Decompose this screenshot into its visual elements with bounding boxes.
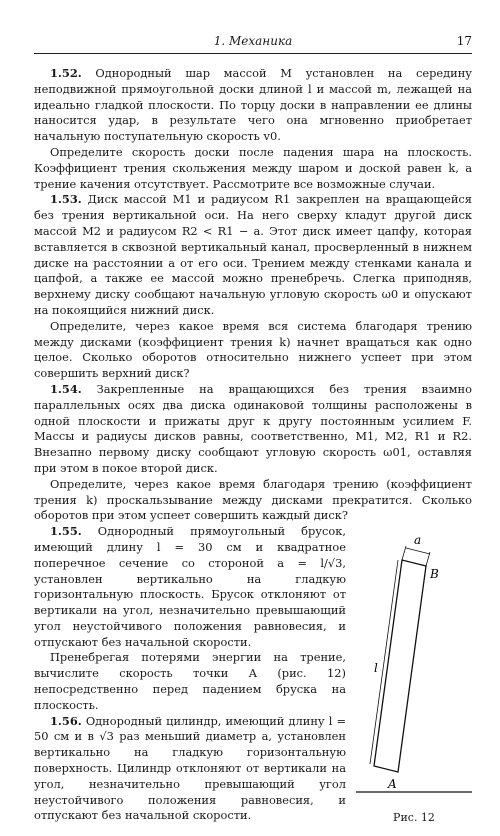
problem-paragraph [34,192,472,318]
running-header [34,34,472,52]
problem-paragraph [34,145,472,192]
label-l: l [374,661,378,676]
problem-text: Однородный шар массой M установлен на середину неподвижной прямоугольной доски длиной l и массой m, лежащей на идеально гладкой плоскости. По торцу доски в направлении ее длины наносится удар, в результате чего она мгновенно приобретает начальную поступательную скорость v0. [34,66,472,144]
figure-caption: Рис. 12 [393,811,435,825]
problem-paragraph [34,319,472,382]
problem-text: Определите скорость доски после падения шара на плоскость. Коэффициент трения скольжения между шаром и доской равен k, а трение качения отсутствует. Рассмотрите все возможные случаи. [34,144,472,191]
label-B: B [430,567,439,582]
problem-text: Диск массой M1 и радиусом R1 закреплен на вращающейся без трения вертикальной оси. На него сверху кладут другой диск массой M2 и радиусом R2 < R1 − a. Этот диск имеет цапфу, которая вставляется в сквозной вертикальный канал, просверленный в нижнем диске на расстоянии a от его оси. Трением между стенками канала и цапфой, а также ее массой можно пренебречь. Слегка приподняв, верхнему диску сообщают начальную угловую скорость ω0 и опускают на покоящийся нижний диск. [34,192,472,317]
problem-text: Однородный цилиндр, имеющий длину l = 50 см и в √3 раз меньший диаметр a, установлен вертикально на гладкую горизонтальную поверхность. Цилиндр отклоняют от вертикали на угол, незначительно превышающий угол неустойчивого положения равновесия, и отпускают без начальной скорости. [34,713,346,823]
chapter-title: 1. Механика [213,34,293,48]
problem-number: 1.56. [50,713,82,728]
problem-number: 1.53. [50,192,82,207]
label-A: A [388,777,397,792]
header-rule [34,53,472,54]
problem-text: Определите, через какое время вся система благодаря трению между дисками (коэффициент трения k) начнет вращаться как одно целое. Сколько оборотов относительно нижнего успеет при этом совершить верхний диск? [34,318,472,381]
problem-text: Пренебрегая потерями энергии на трение, вычислите скорость точки A (рис. 12) непосредственно перед падением бруска на плоскость. [34,650,346,712]
page-body [34,66,472,836]
dim-line-a [406,548,430,554]
tilted-bar-diagram [356,526,472,806]
problem-text: Однородный прямоугольный брусок, имеющий длину l = 30 см и квадратное поперечное сечение со стороной a = l/√3, установлен вертикально на гладкую горизонтальную плоскость. Брусок отклоняют от вертикали на угол, незначительно превышающий угол неустойчивого положения равновесия, и отпускают без начальной скорости. [34,524,346,649]
dim-extension [402,546,406,560]
problem-text: Закрепленные на вращающихся без трения взаимно параллельных осях два диска одинаковой толщины расположены в одной плоскости и прижаты друг к другу постоянным усилием F. Массы и радиусы дисков равны, соответственно, M1, M2, R1 и R2. Внезапно первому диску сообщают угловую скорость ω01, оставляя при этом в покое второй диск. [34,381,472,475]
problem-paragraph [34,66,472,145]
problem-number: 1.55. [50,524,82,539]
label-a: a [414,533,422,548]
problem-number: 1.52. [50,66,82,80]
figure-12 [356,526,472,834]
problem-paragraph [34,477,472,524]
page-number: 17 [456,34,472,48]
problem-number: 1.54. [50,381,82,396]
bar-outline [374,560,426,772]
problem-paragraph [34,382,472,477]
problem-text: Определите, через какое время благодаря трению (коэффициент трения k) проскальзывание между дисками прекратится. Сколько оборотов при этом успеет совершить каждый диск? [34,476,472,523]
